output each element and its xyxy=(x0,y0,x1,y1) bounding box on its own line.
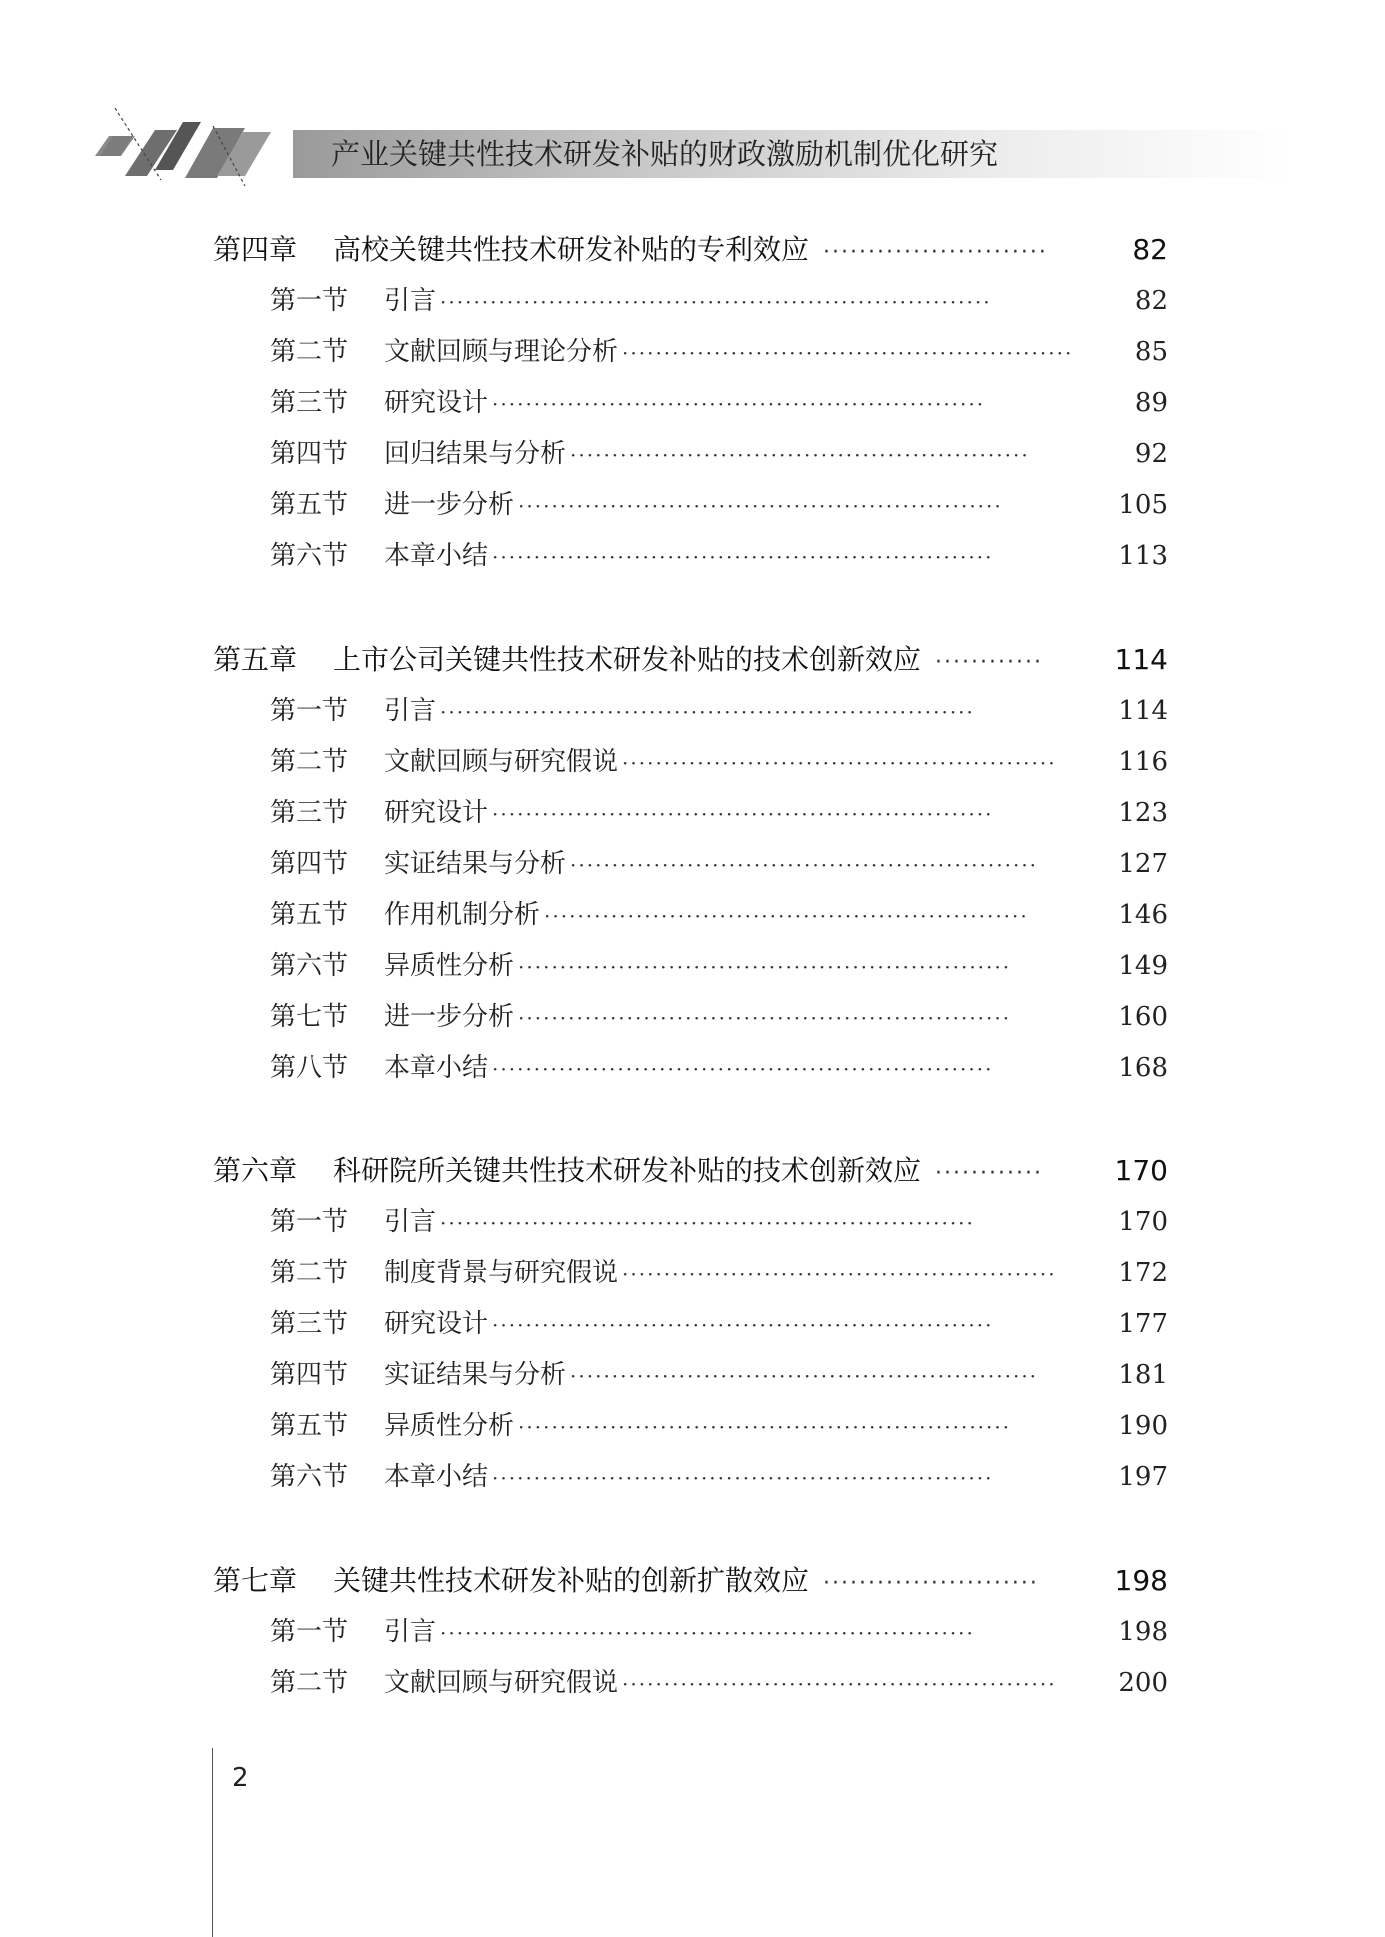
dot-leader: ································································ xyxy=(440,1211,975,1235)
section-label: 第一节 xyxy=(270,1207,349,1237)
toc-section-entry[interactable] xyxy=(270,1456,1168,1493)
section-title: 进一步分析 xyxy=(384,1002,515,1032)
toc-section-entry[interactable] xyxy=(270,1662,1168,1699)
section-page-number: 149 xyxy=(1118,951,1168,981)
chapter-page-number: 114 xyxy=(1114,643,1168,676)
section-page-number: 85 xyxy=(1134,337,1168,367)
toc-section-entry[interactable] xyxy=(270,1354,1168,1391)
section-title: 本章小结 xyxy=(384,1053,489,1083)
chapter-title: 高校关键共性技术研发补贴的专利效应 xyxy=(333,233,810,266)
toc-section-entry[interactable] xyxy=(270,792,1168,829)
section-label: 第二节 xyxy=(270,1668,349,1698)
toc-section-entry[interactable] xyxy=(270,331,1168,368)
chapter-label: 第七章 xyxy=(213,1564,298,1597)
section-title: 引言 xyxy=(384,696,437,726)
toc-section-entry[interactable] xyxy=(270,1047,1168,1084)
toc-section-entry[interactable] xyxy=(270,484,1168,521)
section-label: 第六节 xyxy=(270,1462,349,1492)
section-label: 第一节 xyxy=(270,696,349,726)
page-number: 2 xyxy=(232,1763,249,1793)
section-title: 本章小结 xyxy=(384,1462,489,1492)
toc-section-entry[interactable] xyxy=(270,1303,1168,1340)
section-label: 第四节 xyxy=(270,849,349,879)
section-page-number: 113 xyxy=(1118,541,1168,571)
dot-leader: ························································ xyxy=(570,853,1039,877)
toc-chapter-entry[interactable] xyxy=(213,228,1168,268)
section-page-number: 82 xyxy=(1134,286,1168,316)
dot-leader: ···························································· xyxy=(492,802,994,826)
section-label: 第五节 xyxy=(270,1411,349,1441)
dot-leader: ························································ xyxy=(570,1364,1039,1388)
dot-leader: ············ xyxy=(935,1161,1043,1186)
section-title: 制度背景与研究假说 xyxy=(384,1258,619,1288)
section-page-number: 160 xyxy=(1118,1002,1168,1032)
chapter-page-number: 82 xyxy=(1132,233,1168,266)
chapter-page-number: 170 xyxy=(1114,1154,1168,1187)
dot-leader: ······················································· xyxy=(570,443,1030,467)
dot-leader: ··························································· xyxy=(518,1006,1012,1030)
toc-section-entry[interactable] xyxy=(270,945,1168,982)
header-decoration-stripes-icon xyxy=(95,108,315,198)
dot-leader: ···················································· xyxy=(622,1672,1057,1696)
dot-leader: ·································································· xyxy=(440,290,992,314)
footer-rule xyxy=(212,1748,213,1937)
toc-section-entry[interactable] xyxy=(270,280,1168,317)
dot-leader: ························ xyxy=(823,1571,1039,1596)
dot-leader: ···················································· xyxy=(622,751,1057,775)
section-page-number: 181 xyxy=(1118,1360,1168,1390)
section-title: 引言 xyxy=(384,286,437,316)
dot-leader: ······················································ xyxy=(622,341,1074,365)
toc-chapter-entry[interactable] xyxy=(213,1149,1168,1189)
toc-chapter-entry[interactable] xyxy=(213,1559,1168,1599)
toc-section-entry[interactable] xyxy=(270,1405,1168,1442)
running-header-title: 产业关键共性技术研发补贴的财政激励机制优化研究 xyxy=(331,137,999,171)
section-title: 研究设计 xyxy=(384,388,489,418)
dot-leader: ··························································· xyxy=(518,1415,1012,1439)
chapter-title: 上市公司关键共性技术研发补贴的技术创新效应 xyxy=(333,643,922,676)
section-page-number: 105 xyxy=(1118,490,1168,520)
section-title: 文献回顾与研究假说 xyxy=(384,1668,619,1698)
toc-section-entry[interactable] xyxy=(270,843,1168,880)
section-page-number: 170 xyxy=(1118,1207,1168,1237)
section-label: 第六节 xyxy=(270,541,349,571)
section-label: 第二节 xyxy=(270,747,349,777)
toc-section-entry[interactable] xyxy=(270,535,1168,572)
toc-section-entry[interactable] xyxy=(270,996,1168,1033)
section-title: 异质性分析 xyxy=(384,1411,515,1441)
toc-section-entry[interactable] xyxy=(270,1201,1168,1238)
toc-section-entry[interactable] xyxy=(270,690,1168,727)
section-title: 文献回顾与理论分析 xyxy=(384,337,619,367)
section-label: 第五节 xyxy=(270,490,349,520)
toc-section-entry[interactable] xyxy=(270,741,1168,778)
section-page-number: 123 xyxy=(1118,798,1168,828)
dot-leader: ···························································· xyxy=(492,545,994,569)
section-page-number: 127 xyxy=(1118,849,1168,879)
section-page-number: 198 xyxy=(1118,1617,1168,1647)
chapter-title: 科研院所关键共性技术研发补贴的技术创新效应 xyxy=(333,1154,922,1187)
dot-leader: ································································ xyxy=(440,1621,975,1645)
section-label: 第一节 xyxy=(270,1617,349,1647)
dot-leader: ···························································· xyxy=(492,1466,994,1490)
dot-leader: ···················································· xyxy=(622,1262,1057,1286)
section-label: 第六节 xyxy=(270,951,349,981)
section-label: 第一节 xyxy=(270,286,349,316)
section-label: 第二节 xyxy=(270,337,349,367)
section-page-number: 177 xyxy=(1118,1309,1168,1339)
section-label: 第二节 xyxy=(270,1258,349,1288)
section-title: 进一步分析 xyxy=(384,490,515,520)
section-label: 第四节 xyxy=(270,439,349,469)
dot-leader: ································································ xyxy=(440,700,975,724)
dot-leader: ···························································· xyxy=(492,1313,994,1337)
dot-leader: ···························································· xyxy=(492,1057,994,1081)
chapter-label: 第六章 xyxy=(213,1154,298,1187)
dot-leader: ··························································· xyxy=(518,955,1012,979)
section-title: 作用机制分析 xyxy=(384,900,541,930)
section-title: 异质性分析 xyxy=(384,951,515,981)
running-header xyxy=(95,108,1345,198)
toc-section-entry[interactable] xyxy=(270,894,1168,931)
toc-section-entry[interactable] xyxy=(270,433,1168,470)
section-page-number: 172 xyxy=(1118,1258,1168,1288)
chapter-label: 第四章 xyxy=(213,233,298,266)
section-page-number: 92 xyxy=(1134,439,1168,469)
section-label: 第五节 xyxy=(270,900,349,930)
section-label: 第八节 xyxy=(270,1053,349,1083)
section-label: 第三节 xyxy=(270,388,349,418)
section-title: 研究设计 xyxy=(384,798,489,828)
section-label: 第三节 xyxy=(270,798,349,828)
section-page-number: 89 xyxy=(1134,388,1168,418)
section-title: 文献回顾与研究假说 xyxy=(384,747,619,777)
section-page-number: 197 xyxy=(1118,1462,1168,1492)
toc-section-entry[interactable] xyxy=(270,1252,1168,1289)
toc-section-entry[interactable] xyxy=(270,1611,1168,1648)
chapter-page-number: 198 xyxy=(1114,1564,1168,1597)
section-page-number: 200 xyxy=(1118,1668,1168,1698)
dot-leader: ··························································· xyxy=(492,392,986,416)
section-label: 第四节 xyxy=(270,1360,349,1390)
section-page-number: 146 xyxy=(1118,900,1168,930)
section-title: 本章小结 xyxy=(384,541,489,571)
section-label: 第七节 xyxy=(270,1002,349,1032)
toc-chapter-entry[interactable] xyxy=(213,638,1168,678)
section-page-number: 114 xyxy=(1118,696,1168,726)
section-title: 引言 xyxy=(384,1207,437,1237)
dot-leader: ·························································· xyxy=(518,494,1003,518)
dot-leader: ············ xyxy=(935,650,1043,675)
section-page-number: 168 xyxy=(1118,1053,1168,1083)
chapter-title: 关键共性技术研发补贴的创新扩散效应 xyxy=(333,1564,810,1597)
section-label: 第三节 xyxy=(270,1309,349,1339)
section-title: 引言 xyxy=(384,1617,437,1647)
section-page-number: 190 xyxy=(1118,1411,1168,1441)
section-title: 实证结果与分析 xyxy=(384,849,567,879)
section-title: 研究设计 xyxy=(384,1309,489,1339)
dot-leader: ························· xyxy=(823,240,1048,265)
chapter-label: 第五章 xyxy=(213,643,298,676)
section-title: 实证结果与分析 xyxy=(384,1360,567,1390)
toc-section-entry[interactable] xyxy=(270,382,1168,419)
dot-leader: ·························································· xyxy=(544,904,1029,928)
section-title: 回归结果与分析 xyxy=(384,439,567,469)
section-page-number: 116 xyxy=(1118,747,1168,777)
